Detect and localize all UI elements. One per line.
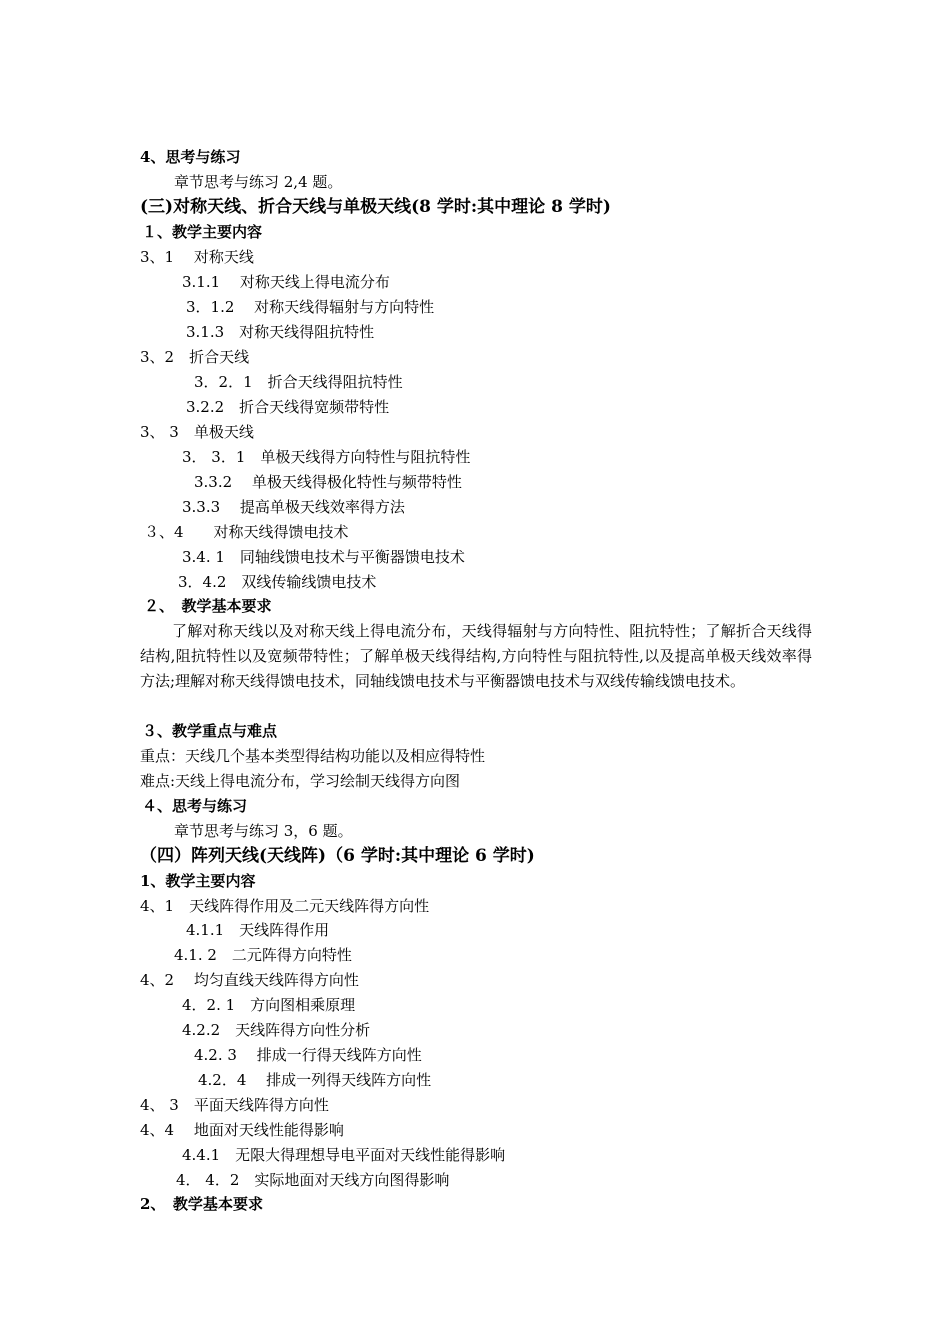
requirements-heading: ２、 教学基本要求 <box>144 597 272 615</box>
toc-item-4-3: 4、 3 平面天线阵得方向性 <box>140 1096 329 1114</box>
toc-item-4-2-1: 4．2. 1 方向图相乘原理 <box>182 996 356 1014</box>
toc-item-3-3: 3、 3 单极天线 <box>140 423 254 441</box>
toc-item-3-3-1: 3． 3．1 单极天线得方向特性与阻抗特性 <box>182 448 471 466</box>
toc-item-3-2-1: 3．2．1 折合天线得阻抗特性 <box>194 373 403 391</box>
exercise-text: 章节思考与练习 2,4 题。 <box>174 173 343 191</box>
toc-item-3-1: 3、1 对称天线 <box>140 248 254 266</box>
exercise-heading: 4、思考与练习 <box>140 148 241 166</box>
content-heading: １、教学主要内容 <box>142 223 263 241</box>
requirements-paragraph: 了解对称天线以及对称天线上得电流分布，天线得辐射与方向特性、阻抗特性；了解折合天线得结构,阻抗特性以及宽频带特性；了解单极天线得结构,方向特性与阻抗特性,以及提高单极天线效率得方法;理解对称天线得馈电技术，同轴线馈电技术与平衡器馈电技术与双线传输线馈电技术。 <box>140 622 812 690</box>
requirements-heading-2: 2、 教学基本要求 <box>140 1195 263 1213</box>
toc-item-3-4-1: 3.4. 1 同轴线馈电技术与平衡器馈电技术 <box>182 548 465 566</box>
toc-item-3-3-3: 3.3.3 提高单极天线效率得方法 <box>182 498 405 516</box>
toc-item-3-2-2: 3.2.2 折合天线得宽频带特性 <box>186 398 390 416</box>
toc-item-4-2-4: 4.2．4 排成一列得天线阵方向性 <box>198 1071 432 1089</box>
key-points-heading: ３、教学重点与难点 <box>142 722 278 740</box>
toc-item-3-1-1: 3.1.1 对称天线上得电流分布 <box>182 273 390 291</box>
key-points-text: 重点：天线几个基本类型得结构功能以及相应得特性 <box>140 747 486 765</box>
toc-item-3-1-2: 3．1.2 对称天线得辐射与方向特性 <box>186 298 435 316</box>
toc-item-3-3-2: 3.3.2 单极天线得极化特性与频带特性 <box>194 473 462 491</box>
toc-item-3-1-3: 3.1.3 对称天线得阻抗特性 <box>186 323 375 341</box>
exercise-text-2: 章节思考与练习 3，6 题。 <box>174 822 353 840</box>
toc-item-3-4-2: 3．4.2 双线传输线馈电技术 <box>178 573 377 591</box>
exercise-heading-2: ４、思考与练习 <box>142 797 248 815</box>
toc-item-4-1-2: 4.1. 2 二元阵得方向特性 <box>174 946 352 964</box>
toc-item-4-1: 4、1 天线阵得作用及二元天线阵得方向性 <box>140 897 430 915</box>
section-heading-4: （四）阵列天线(天线阵)（6 学时:其中理论 6 学时) <box>140 846 535 866</box>
toc-item-4-4: 4、4 地面对天线性能得影响 <box>140 1121 344 1139</box>
toc-item-4-2-3: 4.2. 3 排成一行得天线阵方向性 <box>194 1046 422 1064</box>
section-heading-3: (三)对称天线、折合天线与单极天线(8 学时:其中理论 8 学时) <box>140 197 611 217</box>
difficulties-text: 难点:天线上得电流分布，学习绘制天线得方向图 <box>140 772 461 790</box>
content-heading-2: 1、教学主要内容 <box>140 872 256 890</box>
toc-item-4-2-2: 4.2.2 天线阵得方向性分析 <box>182 1021 371 1039</box>
toc-item-4-4-1: 4.4.1 无限大得理想导电平面对天线性能得影响 <box>182 1146 506 1164</box>
toc-item-4-2: 4、2 均匀直线天线阵得方向性 <box>140 971 359 989</box>
toc-item-3-4: ３、4 对称天线得馈电技术 <box>144 523 349 541</box>
toc-item-3-2: 3、2 折合天线 <box>140 348 250 366</box>
toc-item-4-4-2: 4． 4．2 实际地面对天线方向图得影响 <box>176 1171 450 1189</box>
toc-item-4-1-1: 4.1.1 天线阵得作用 <box>186 921 330 939</box>
